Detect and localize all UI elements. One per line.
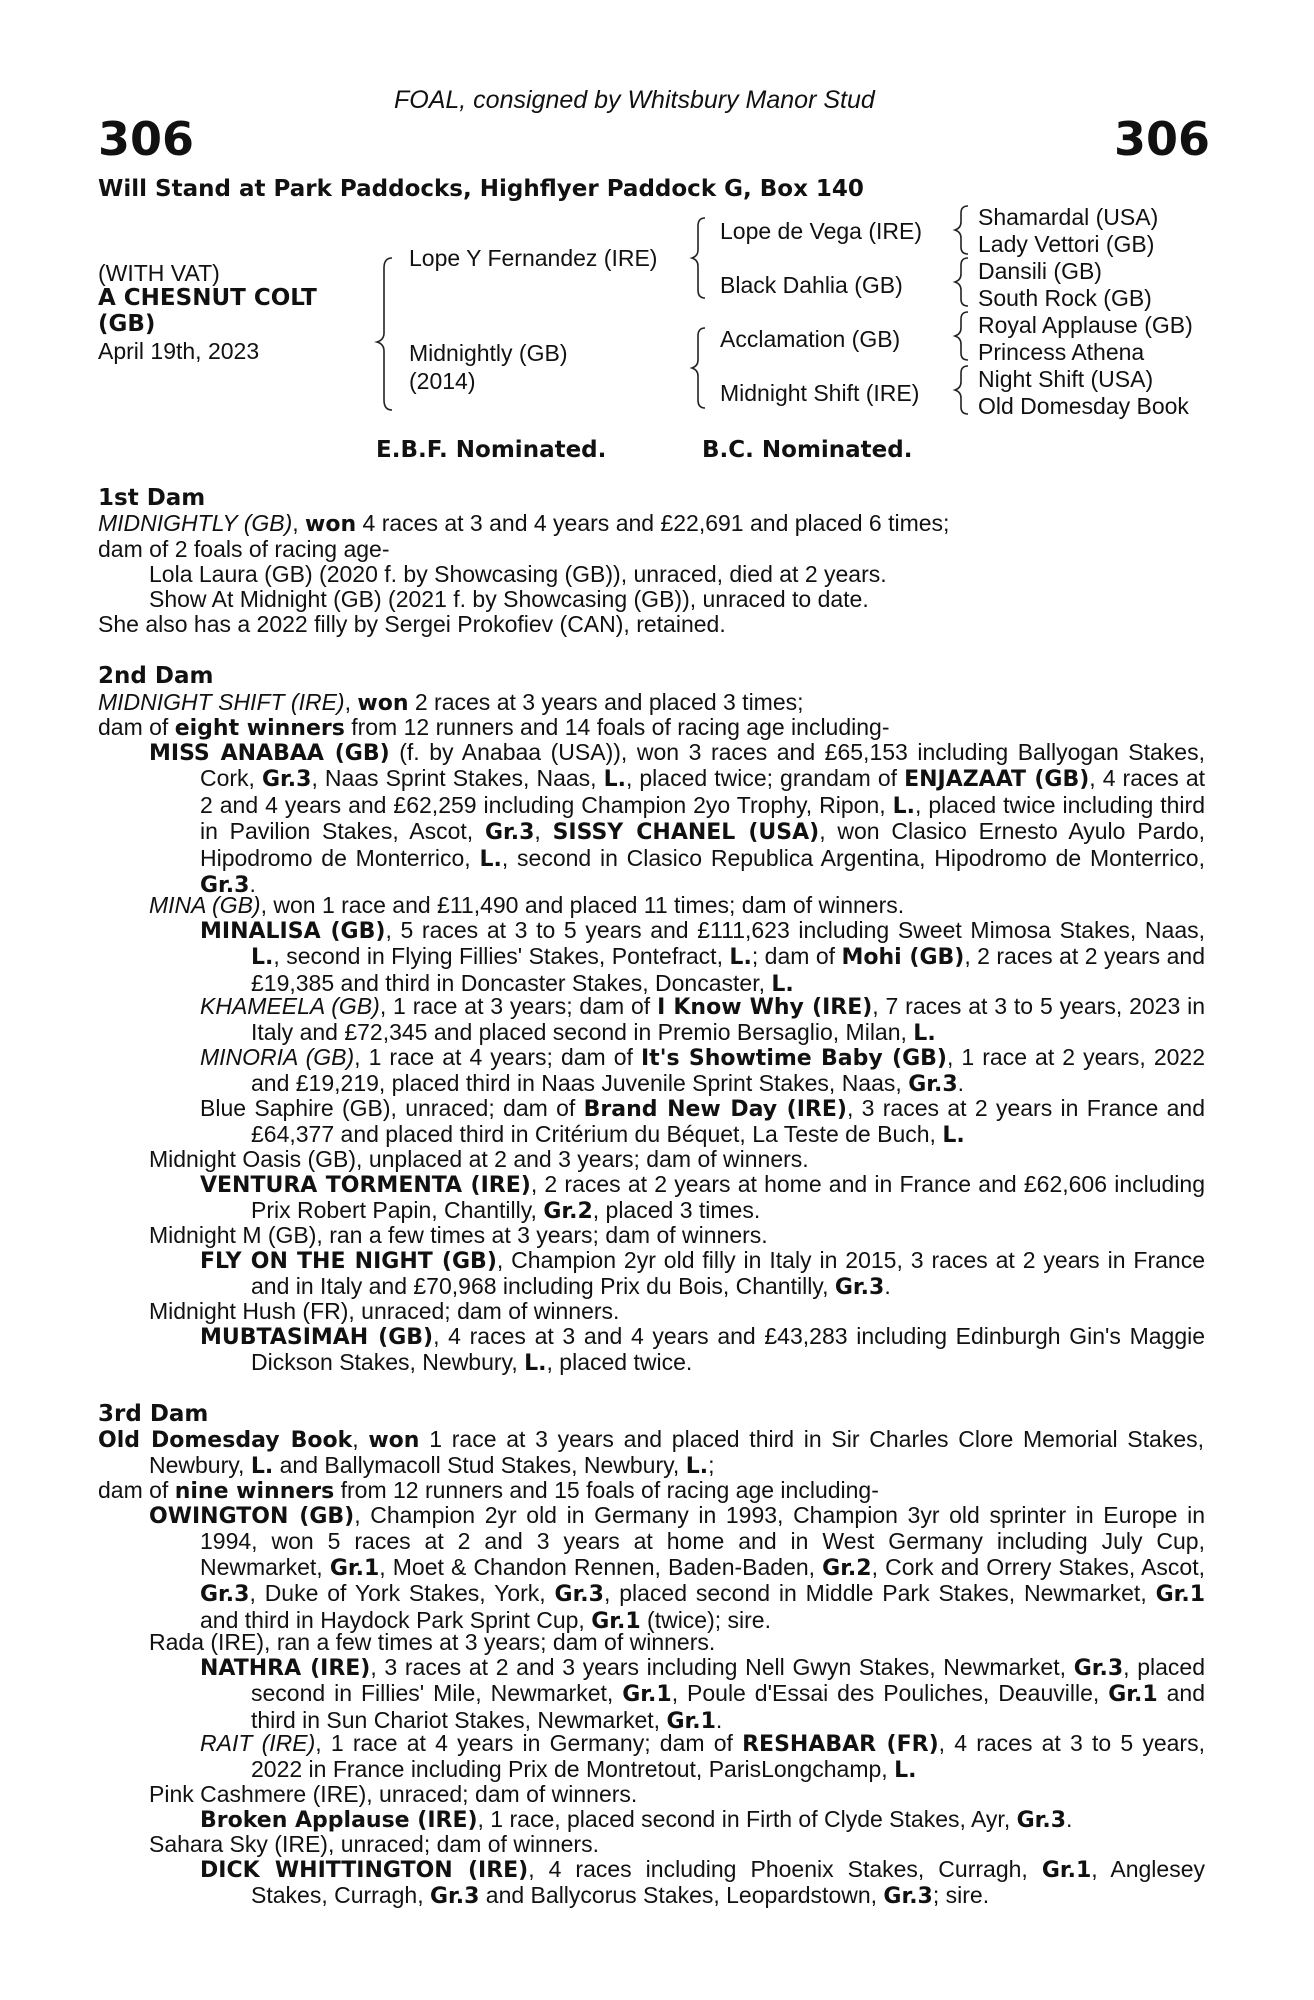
second-dam-produce-summary: dam of eight winners from 12 runners and 14 foals of racing age including- [98,714,890,741]
lot-number-right: 306 [1114,112,1211,166]
third-dam-record: Old Domesday Book, won 1 race at 3 years and placed third in Sir Charles Clore Memorial Stakes, Newbury, L. and Ballymacoll Stud Stakes, Newbury, L.; [98,1426,1205,1480]
produce-entry: MISS ANABAA (GB) (f. by Anabaa (USA)), won 3 races and £65,153 including Ballyogan Stakes, Cork, Gr.3, Naas Sprint Stakes, Naas, L., placed twice; grandam of ENJAZAAT (GB), 4 races at 2 and 4 years and £62,259 including Champion 2yo Trophy, Ripon, L., placed twice including third in Pavilion Stakes, Ascot, Gr.3, SISSY CHANEL (USA), won Clasico Ernesto Ayulo Pardo, Hipodromo de Monterrico, L., second in Clasico Republica Argentina, Hipodromo de Monterrico, Gr.3. [149,739,1206,899]
ancestor-2: Lady Vettori (GB) [978,231,1155,257]
produce-entry: Midnight Oasis (GB), unplaced at 2 and 3 years; dam of winners. [149,1146,809,1172]
produce-entry: MINALISA (GB), 5 races at 3 to 5 years and £111,623 including Sweet Mimosa Stakes, Naas, L., second in Flying Fillies' Stakes, Pontefract, L.; dam of Mohi (GB), 2 races at 2 years and £19,385 and third in Doncaster Stakes, Doncaster, L. [200,917,1206,997]
sire-dam: Black Dahlia (GB) [720,272,903,298]
third-dam-produce-summary: dam of nine winners from 12 runners and 15 foals of racing age including- [98,1477,879,1504]
produce-entry: Sahara Sky (IRE), unraced; dam of winners. [149,1831,599,1857]
produce-entry: OWINGTON (GB), Champion 2yr old in Germany in 1993, Champion 3yr old sprinter in Europe in 1994, won 5 races at 2 and 3 years at home and in West Germany including July Cup, Newmarket, Gr.1, Moet & Chandon Rennen, Baden-Baden, Gr.2, Cork and Orrery Stakes, Ascot, Gr.3, Duke of York Stakes, York, Gr.3, placed second in Middle Park Stakes, Newmarket, Gr.1 and third in Haydock Park Sprint Cup, Gr.1 (twice); sire. [149,1502,1206,1634]
list-item: Show At Midnight (GB) (2021 f. by Showcasing (GB)), unraced to date. [149,586,869,612]
horse-origin: (GB) [98,311,156,337]
second-dam-record: MIDNIGHT SHIFT (IRE), won 2 races at 3 years and placed 3 times; [98,689,804,716]
produce-entry: Rada (IRE), ran a few times at 3 years; dam of winners. [149,1629,716,1655]
list-item: Lola Laura (GB) (2020 f. by Showcasing (GB)), unraced, died at 2 years. [149,561,887,587]
dam-sire: Acclamation (GB) [720,326,901,352]
second-dam-heading: 2nd Dam [98,663,214,689]
produce-entry: MINORIA (GB), 1 race at 4 years; dam of It's Showtime Baby (GB), 1 race at 2 years, 2022 and £19,219, placed third in Naas Juvenile Sprint Stakes, Naas, Gr.3. [200,1044,1205,1098]
first-dam-heading: 1st Dam [98,485,206,511]
dam-year: (2014) [409,368,476,394]
ancestor-4: South Rock (GB) [978,285,1152,311]
ancestor-8: Old Domesday Book [978,393,1189,419]
third-dam-heading: 3rd Dam [98,1401,209,1427]
vat-note: (WITH VAT) [98,260,220,286]
produce-entry: KHAMEELA (GB), 1 race at 3 years; dam of I Know Why (IRE), 7 races at 3 to 5 years, 2023 in Italy and £72,345 and placed second in Premio Bersaglio, Milan, L. [200,993,1205,1047]
dam: Midnightly (GB) [409,340,568,366]
ancestor-3: Dansili (GB) [978,258,1102,284]
ebf-nomination: E.B.F. Nominated. [376,437,607,463]
foaling-date: April 19th, 2023 [98,338,260,364]
first-dam-foals: dam of 2 foals of racing age- [98,536,390,562]
first-dam-record: MIDNIGHTLY (GB), won 4 races at 3 and 4 years and £22,691 and placed 6 times; [98,510,950,537]
dam-dam: Midnight Shift (IRE) [720,380,920,406]
produce-entry: VENTURA TORMENTA (IRE), 2 races at 2 years at home and in France and £62,606 including Prix Robert Papin, Chantilly, Gr.2, placed 3 times. [200,1171,1205,1225]
lot-number-left: 306 [98,112,195,166]
ancestor-6: Princess Athena [978,339,1145,365]
ancestor-7: Night Shift (USA) [978,366,1154,392]
produce-entry: MINA (GB), won 1 race and £11,490 and placed 11 times; dam of winners. [149,892,905,918]
produce-entry: Midnight Hush (FR), unraced; dam of winners. [149,1298,620,1324]
consignor-line: FOAL, consigned by Whitsbury Manor Stud [394,86,875,114]
produce-entry: Broken Applause (IRE), 1 race, placed second in Firth of Clyde Stakes, Ayr, Gr.3. [200,1806,1073,1833]
produce-entry: MUBTASIMAH (GB), 4 races at 3 and 4 years and £43,283 including Edinburgh Gin's Maggie Dickson Stakes, Newbury, L., placed twice. [200,1323,1206,1377]
produce-entry: DICK WHITTINGTON (IRE), 4 races including Phoenix Stakes, Curragh, Gr.1, Anglesey Stakes, Curragh, Gr.3 and Ballycorus Stakes, Leopardstown, Gr.3; sire. [200,1856,1205,1910]
first-dam-note: She also has a 2022 filly by Sergei Prokofiev (CAN), retained. [98,611,726,637]
produce-entry: Blue Saphire (GB), unraced; dam of Brand New Day (IRE), 3 races at 2 years in France and £64,377 and placed third in Critérium du Béquet, La Teste de Buch, L. [200,1095,1206,1149]
stand-location: Will Stand at Park Paddocks, Highflyer Paddock G, Box 140 [98,176,864,202]
horse-name: A CHESNUT COLT [98,285,317,311]
produce-entry: NATHRA (IRE), 3 races at 2 and 3 years including Nell Gwyn Stakes, Newmarket, Gr.3, placed second in Fillies' Mile, Newmarket, Gr.1, Poule d'Essai des Pouliches, Deauville, Gr.1 and third in Sun Chariot Stakes, Newmarket, Gr.1. [200,1654,1205,1734]
ancestor-1: Shamardal (USA) [978,204,1159,230]
produce-entry: RAIT (IRE), 1 race at 4 years in Germany; dam of RESHABAR (FR), 4 races at 3 to 5 years, 2022 in France including Prix de Montretout, ParisLongchamp, L. [200,1730,1205,1784]
bc-nomination: B.C. Nominated. [702,437,913,463]
sire: Lope Y Fernandez (IRE) [409,245,658,271]
produce-entry: FLY ON THE NIGHT (GB), Champion 2yr old filly in Italy in 2015, 3 races at 2 years in France and in Italy and £70,968 including Prix du Bois, Chantilly, Gr.3. [200,1247,1205,1301]
produce-entry: Midnight M (GB), ran a few times at 3 years; dam of winners. [149,1222,768,1248]
ancestor-5: Royal Applause (GB) [978,312,1193,338]
sire-sire: Lope de Vega (IRE) [720,218,923,244]
produce-entry: Pink Cashmere (IRE), unraced; dam of winners. [149,1781,638,1807]
